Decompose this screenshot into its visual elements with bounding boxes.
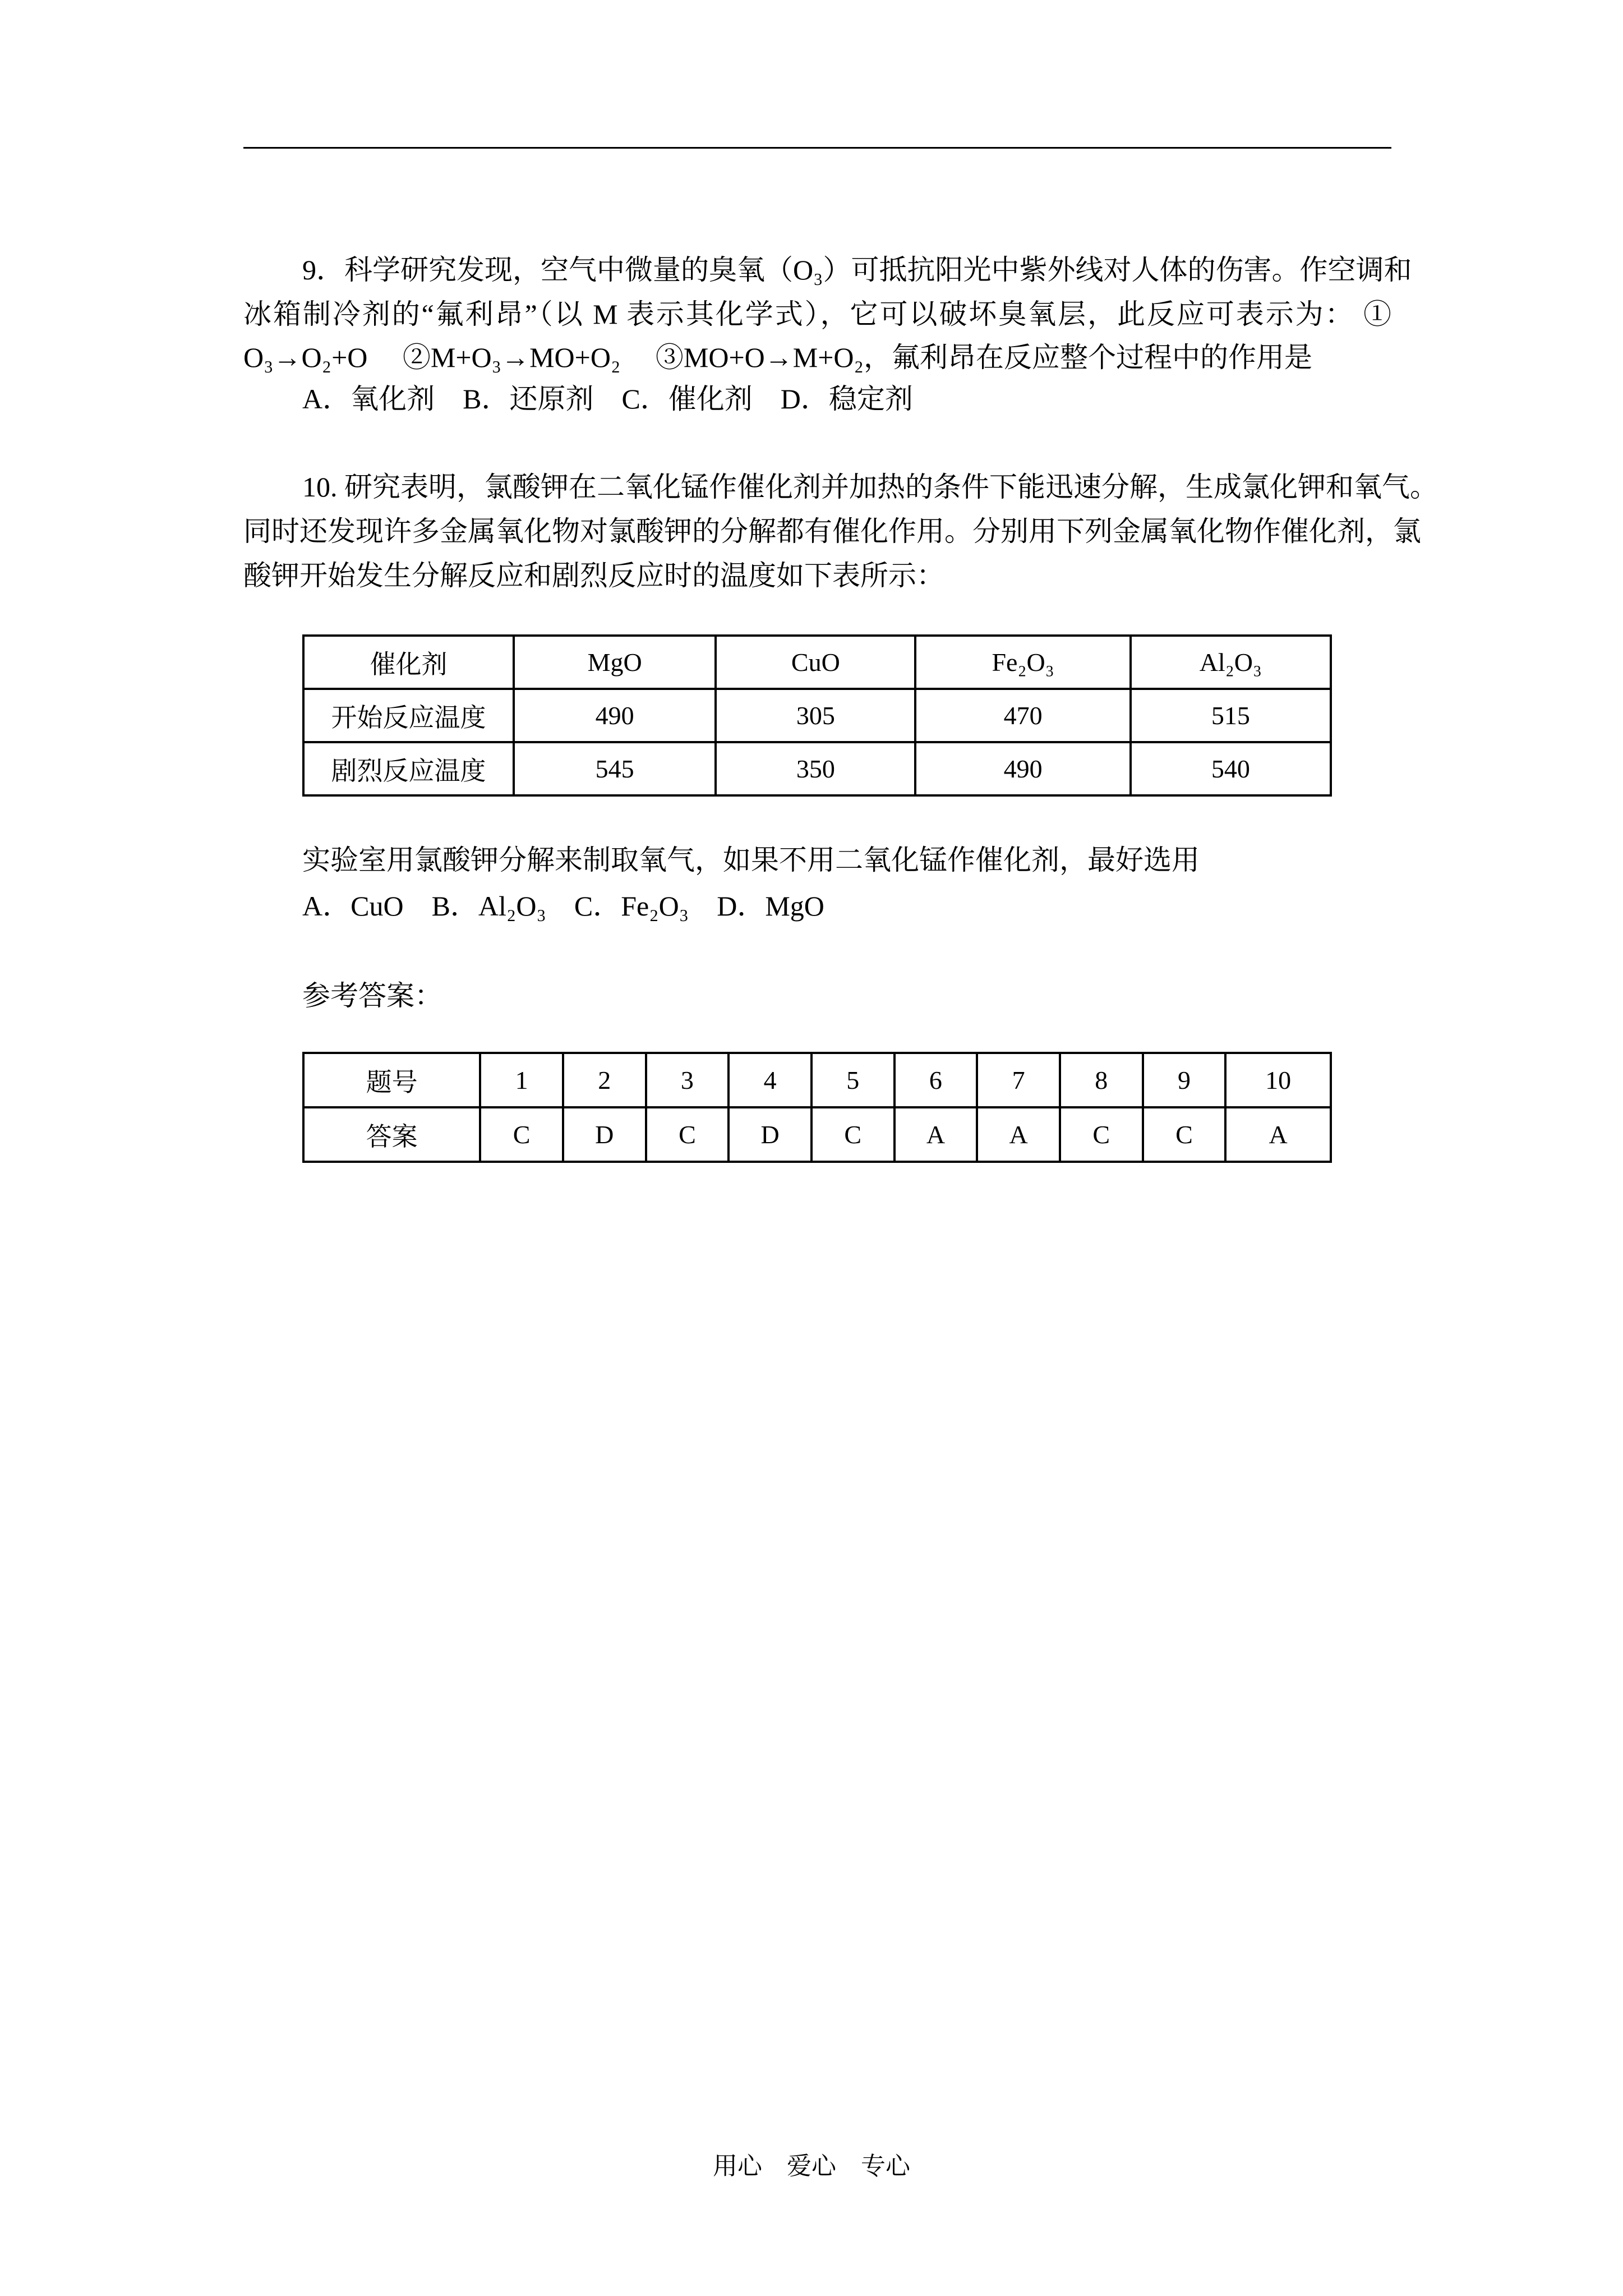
table-cell: 515	[1131, 689, 1331, 742]
table-cell: 8	[1060, 1053, 1143, 1107]
table-cell: A	[1225, 1107, 1331, 1162]
q9-options: A．氧化剂 B．还原剂 C．催化剂 D．稳定剂	[302, 383, 913, 415]
table-cell: A	[895, 1107, 978, 1162]
q10-line-3: 酸钾开始发生分解反应和剧烈反应时的温度如下表所示：	[243, 560, 944, 591]
table-row	[303, 689, 1331, 742]
table-cell: 5	[811, 1053, 895, 1107]
table-header-row	[303, 1053, 1331, 1107]
q10-options: A．CuO B．Al₂O₃ C．Fe₂O₃ D．MgO	[302, 890, 824, 922]
page-footer: 用心 爱心 专心	[713, 2152, 910, 2180]
table-cell: C	[1060, 1107, 1143, 1162]
q9-line-2: 冰箱制冷剂的“氟利昂”（以 M 表示其化学式），它可以破坏臭氧层，此反应可表示为： ①	[243, 298, 1391, 330]
table-cell: 10	[1225, 1053, 1331, 1107]
table-cell: Fe₂O₃	[915, 636, 1130, 689]
table-cell: 490	[514, 689, 716, 742]
table-cell: 题号	[303, 1053, 480, 1107]
q10-line-2: 同时还发现许多金属氧化物对氯酸钾的分解都有催化作用。分别用下列金属氧化物作催化剂，氯	[243, 516, 1421, 547]
table-cell: A	[977, 1107, 1060, 1162]
table-row	[303, 1107, 1331, 1162]
q9-line-3: O₃→O₂+O ②M+O₃→MO+O₂ ③MO+O→M+O₂，氟利昂在反应整个过程中的作用是	[243, 342, 1312, 373]
table-cell: D	[563, 1107, 646, 1162]
table-cell: 催化剂	[303, 636, 514, 689]
header-rule	[243, 147, 1391, 149]
table-cell: C	[1143, 1107, 1226, 1162]
table-header-row	[303, 636, 1331, 689]
q9-line-1: 9．科学研究发现，空气中微量的臭氧（O₃）可抵抗阳光中紫外线对人体的伤害。作空调和	[302, 254, 1412, 286]
table-cell: 答案	[303, 1107, 480, 1162]
table-cell: 9	[1143, 1053, 1226, 1107]
table-cell: 350	[716, 742, 915, 795]
table-cell: 7	[977, 1053, 1060, 1107]
table-cell: 305	[716, 689, 915, 742]
table-cell: 470	[915, 689, 1130, 742]
table-cell: 剧烈反应温度	[303, 742, 514, 795]
table-cell: 540	[1131, 742, 1331, 795]
table-cell: 开始反应温度	[303, 689, 514, 742]
table-cell: 490	[915, 742, 1130, 795]
table-cell: C	[811, 1107, 895, 1162]
table-cell: 2	[563, 1053, 646, 1107]
q10-line-1: 10. 研究表明，氯酸钾在二氧化锰作催化剂并加热的条件下能迅速分解，生成氯化钾和氧气。	[302, 471, 1438, 503]
table-cell: 4	[728, 1053, 811, 1107]
table-cell: 6	[895, 1053, 978, 1107]
q10-question: 实验室用氯酸钾分解来制取氧气，如果不用二氧化锰作催化剂，最好选用	[302, 844, 1200, 876]
catalyst-table	[302, 634, 1332, 797]
table-cell: 545	[514, 742, 716, 795]
table-cell: D	[728, 1107, 811, 1162]
answer-table	[302, 1052, 1332, 1163]
table-cell: 1	[480, 1053, 563, 1107]
table-cell: 3	[646, 1053, 729, 1107]
table-cell: C	[646, 1107, 729, 1162]
table-cell: Al₂O₃	[1131, 636, 1331, 689]
table-cell: CuO	[716, 636, 915, 689]
table-cell: C	[480, 1107, 563, 1162]
answers-title: 参考答案：	[302, 980, 442, 1011]
table-cell: MgO	[514, 636, 716, 689]
table-row	[303, 742, 1331, 795]
